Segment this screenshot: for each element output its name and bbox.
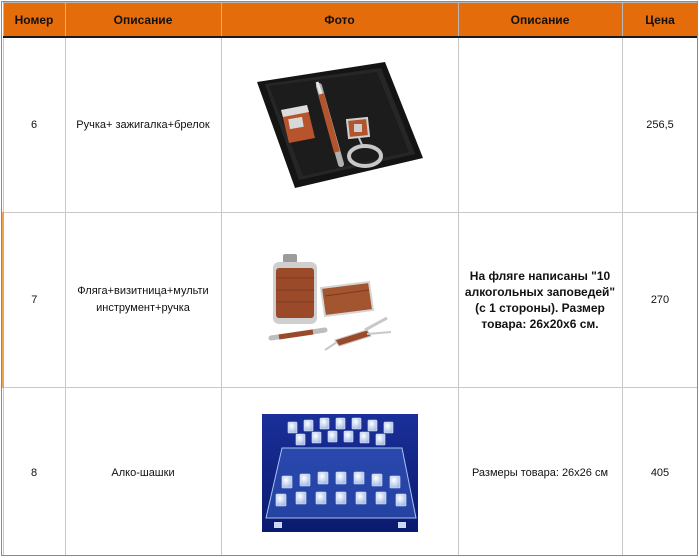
drinking-checkers-board-photo	[262, 414, 418, 532]
row-number: 8	[3, 388, 65, 557]
header-photo: Фото	[221, 3, 458, 38]
flask-cardholder-multitool-pen-set-photo	[265, 244, 415, 356]
row-photo	[221, 213, 458, 388]
row-details: На фляге написаны "10 алкогольных заповедей" (с 1 стороны). Размер товара: 26x20x6 см.	[458, 213, 622, 388]
row-details	[458, 37, 622, 213]
row-number: 7	[3, 213, 65, 388]
row-description: Фляга+визитница+мульти инструмент+ручка	[65, 213, 221, 388]
header-price: Цена	[622, 3, 698, 38]
row-price: 256,5	[622, 37, 698, 213]
row-price: 270	[622, 213, 698, 388]
row-number: 6	[3, 37, 65, 213]
row-details: Размеры товара: 26x26 см	[458, 388, 622, 557]
header-row	[3, 3, 698, 38]
row-photo	[221, 37, 458, 213]
header-description: Описание	[65, 3, 221, 38]
header-details: Описание	[458, 3, 622, 38]
row-photo	[221, 388, 458, 557]
table-row	[3, 37, 698, 213]
row-price: 405	[622, 388, 698, 557]
header-number: Номер	[3, 3, 65, 38]
table-row	[3, 213, 698, 388]
pen-lighter-keychain-gift-set-photo	[255, 60, 425, 190]
row-description: Ручка+ зажигалка+брелок	[65, 37, 221, 213]
table-row	[3, 388, 698, 557]
row-description: Алко-шашки	[65, 388, 221, 557]
product-table-frame	[1, 1, 698, 556]
product-table	[2, 2, 698, 556]
